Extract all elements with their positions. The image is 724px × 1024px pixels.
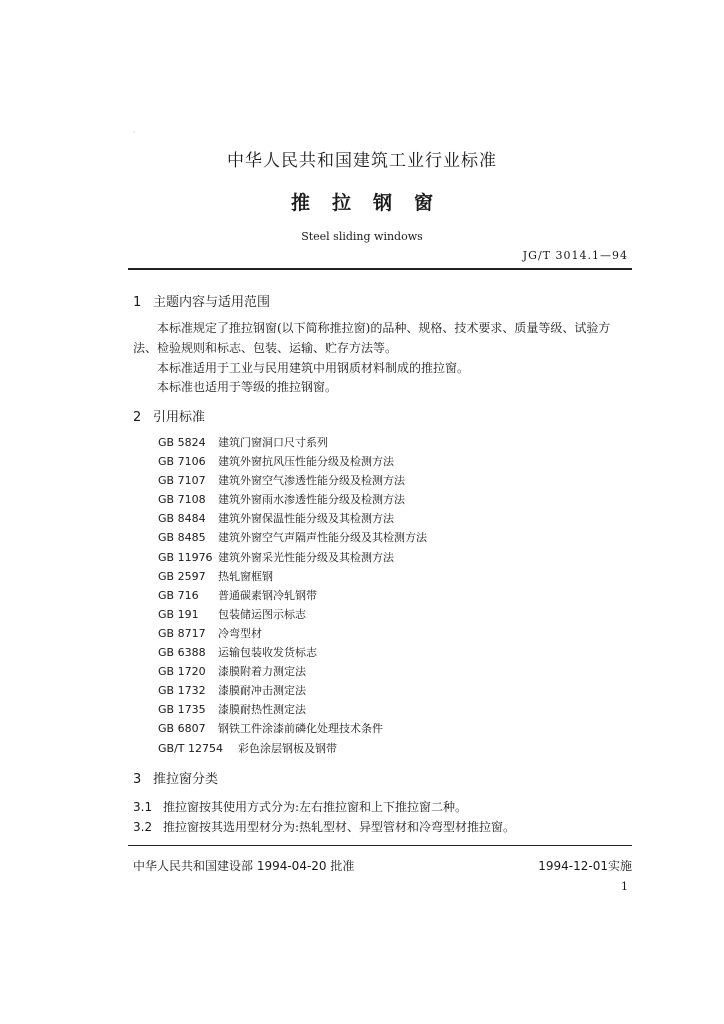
reference-code: GB 6807 bbox=[158, 722, 206, 736]
reference-code: GB 7107 bbox=[158, 474, 206, 488]
reference-row bbox=[158, 700, 427, 719]
reference-title: 冷弯型材 bbox=[218, 626, 262, 640]
reference-code: GB 1732 bbox=[158, 684, 206, 698]
standard-number: JG/T 3014.1—94 bbox=[522, 249, 628, 262]
section-1-heading bbox=[133, 291, 270, 310]
classification-item bbox=[133, 798, 467, 815]
page-number: 1 bbox=[621, 880, 628, 893]
section-1-paragraph-2: 本标准适用于工业与民用建筑中用钢质材料制成的推拉窗。 bbox=[157, 361, 470, 375]
reference-row bbox=[158, 471, 427, 490]
reference-row bbox=[158, 681, 427, 700]
reference-row bbox=[158, 624, 427, 643]
section-2-heading bbox=[133, 406, 205, 425]
reference-title: 建筑外窗空气声隔声性能分级及其检测方法 bbox=[218, 531, 427, 545]
reference-title: 漆膜附着力测定法 bbox=[218, 665, 306, 679]
reference-row bbox=[158, 605, 427, 624]
reference-title: 建筑外窗采光性能分级及其检测方法 bbox=[218, 550, 394, 564]
clause-number: 3.2 bbox=[133, 820, 153, 834]
reference-title: 建筑外窗空气渗透性能分级及检测方法 bbox=[218, 474, 405, 488]
reference-title: 漆膜耐热性测定法 bbox=[218, 703, 306, 717]
reference-code: GB/T 12754 bbox=[158, 741, 223, 755]
reference-code: GB 2597 bbox=[158, 569, 206, 583]
section-title: 主题内容与适用范围 bbox=[153, 295, 271, 310]
reference-code: GB 8485 bbox=[158, 531, 206, 545]
reference-title: 建筑外窗抗风压性能分级及检测方法 bbox=[218, 455, 394, 469]
section-number: 1 bbox=[133, 295, 142, 310]
reference-row bbox=[158, 567, 427, 586]
implementation-date: 1994-12-01实施 bbox=[538, 859, 632, 873]
scan-mark: ˋ bbox=[133, 132, 136, 139]
reference-code: GB 6388 bbox=[158, 646, 206, 660]
document-title-chinese: 推拉钢窗 bbox=[290, 192, 455, 214]
reference-title: 包装储运图示标志 bbox=[218, 607, 306, 621]
reference-code: GB 1720 bbox=[158, 665, 206, 679]
reference-row bbox=[158, 490, 427, 509]
reference-title: 热轧窗框钢 bbox=[218, 569, 273, 583]
approval-line: 中华人民共和国建设部 1994-04-20 批准 bbox=[133, 859, 355, 873]
footer-divider bbox=[128, 845, 632, 846]
reference-title: 彩色涂层钢板及钢带 bbox=[238, 741, 337, 755]
reference-row bbox=[158, 719, 427, 738]
reference-title: 漆膜耐冲击测定法 bbox=[218, 684, 306, 698]
reference-title: 运输包装收发货标志 bbox=[218, 646, 317, 660]
clause-number: 3.1 bbox=[133, 800, 153, 814]
reference-row bbox=[158, 662, 427, 681]
reference-row bbox=[158, 586, 427, 605]
section-3-heading bbox=[133, 768, 218, 787]
classification-item bbox=[133, 818, 515, 835]
section-1-paragraph-1: 本标准规定了推拉钢窗(以下简称推拉窗)的品种、规格、技术要求、质量等级、试验方法、检验规则和标志、包装、运输、贮存方法等。 bbox=[133, 321, 611, 355]
reference-row bbox=[158, 643, 427, 662]
reference-row bbox=[158, 739, 427, 758]
reference-title: 建筑外窗保温性能分级及其检测方法 bbox=[218, 512, 394, 526]
reference-code: GB 11976 bbox=[158, 550, 213, 564]
reference-code: GB 7108 bbox=[158, 493, 206, 507]
document-title-english: Steel sliding windows bbox=[301, 230, 423, 243]
reference-code: GB 1735 bbox=[158, 703, 206, 717]
reference-row bbox=[158, 509, 427, 528]
section-number: 2 bbox=[133, 410, 142, 425]
reference-row bbox=[158, 528, 427, 547]
section-title: 推拉窗分类 bbox=[153, 772, 219, 787]
section-title: 引用标准 bbox=[153, 410, 206, 425]
reference-title: 普通碳素钢冷轧钢带 bbox=[218, 588, 317, 602]
reference-row bbox=[158, 548, 427, 567]
reference-code: GB 7106 bbox=[158, 455, 206, 469]
reference-row bbox=[158, 452, 427, 471]
reference-code: GB 8717 bbox=[158, 626, 206, 640]
standard-organization-title: 中华人民共和国建筑工业行业标准 bbox=[227, 151, 497, 171]
clause-text: 推拉窗按其选用型材分为:热轧型材、异型管材和冷弯型材推拉窗。 bbox=[163, 820, 516, 834]
reference-row bbox=[158, 433, 427, 452]
header-divider bbox=[128, 268, 632, 270]
section-number: 3 bbox=[133, 772, 142, 787]
reference-title: 钢铁工件涂漆前磷化处理技术条件 bbox=[218, 722, 383, 736]
clause-text: 推拉窗按其使用方式分为:左右推拉窗和上下推拉窗二种。 bbox=[163, 800, 468, 814]
reference-code: GB 716 bbox=[158, 588, 199, 602]
reference-code: GB 8484 bbox=[158, 512, 206, 526]
section-1-paragraph-3: 本标准也适用于等级的推拉钢窗。 bbox=[157, 380, 338, 394]
reference-code: GB 5824 bbox=[158, 436, 206, 449]
reference-title: 建筑外窗雨水渗透性能分级及检测方法 bbox=[218, 493, 405, 507]
reference-title: 建筑门窗洞口尺寸系列 bbox=[218, 436, 328, 449]
reference-standards-list bbox=[158, 433, 427, 758]
reference-code: GB 191 bbox=[158, 607, 199, 621]
